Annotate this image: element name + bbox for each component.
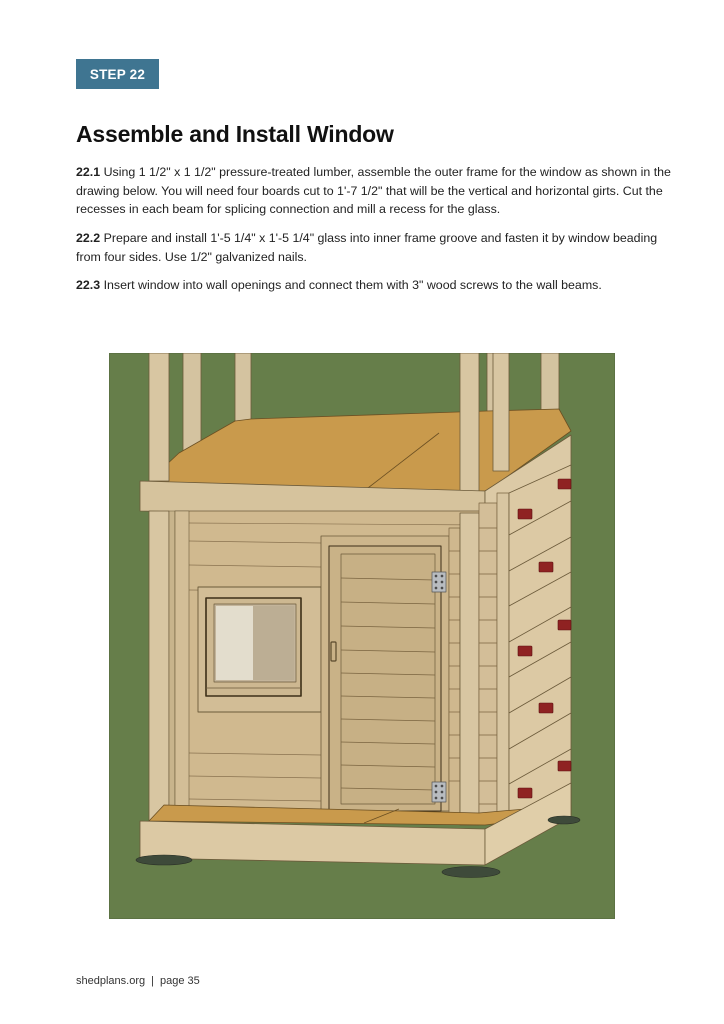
- instruction-text: Insert window into wall openings and connect them with 3" wood screws to the wall beams.: [100, 278, 602, 292]
- instruction-number: 22.3: [76, 278, 101, 292]
- instruction-text: Using 1 1/2" x 1 1/2" pressure-treated lumber, assemble the outer frame for the window as shown in the drawing below. You will need four boards cut to 1'-7 1/2" that will be the vertical and horizontal girts. Cut the recesses in each beam for splicing connection and mill a recess for the glass.: [76, 165, 671, 216]
- instruction-22-2: [76, 229, 676, 266]
- instruction-number: 22.2: [76, 231, 101, 245]
- hinge-icon: [432, 782, 446, 802]
- shed-window-illustration: [109, 353, 615, 919]
- footer-site: shedplans.org: [76, 975, 146, 987]
- footer-separator: |: [151, 975, 154, 987]
- step-badge: STEP 22: [76, 59, 159, 89]
- hinge-icon: [432, 572, 446, 592]
- footer-page-number: page 35: [159, 975, 200, 987]
- instruction-text: Prepare and install 1'-5 1/4" x 1'-5 1/4" glass into inner frame groove and fasten it by window beading from four sides. Use 1/2" galvanized nails.: [76, 231, 658, 264]
- instruction-22-3: [76, 276, 676, 295]
- page-title: Assemble and Install Window: [76, 121, 394, 147]
- door: [321, 536, 449, 811]
- page-footer: [76, 975, 200, 987]
- instruction-22-1: [76, 163, 676, 219]
- instruction-number: 22.1: [76, 165, 101, 179]
- window: [198, 587, 321, 712]
